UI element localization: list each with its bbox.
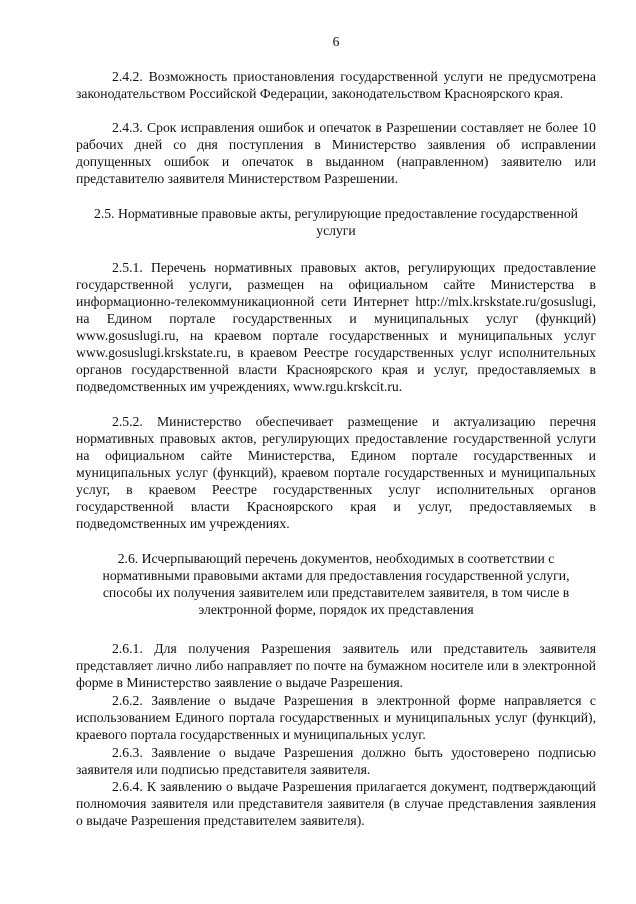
paragraph-2-5-2: 2.5.2. Министерство обеспечивает размещение и актуализацию перечня нормативных правовых актов, регулирующих предоставление государственной услуги на официальном сайте Министерства, Едином портале государственных и муниципальных услуг (функций), краевом портале государственных и муниципальных услуг, в краевом Реестре государственных услуг исполнительных органов государственной власти Красноярского края и услуг, предоставляемых в подведомственных им учреждениях. [76,414,596,532]
section-heading-2-5: 2.5. Нормативные правовые акты, регулирующие предоставление государственной услуги [94,206,578,239]
paragraph-2-6-1: 2.6.1. Для получения Разрешения заявитель или представитель заявителя представляет лично либо направляет по почте на бумажном носителе или в электронной форме в Министерство заявление о выдаче Разрешения. [76,641,596,691]
paragraph-2-5-1: 2.5.1. Перечень нормативных правовых актов, регулирующих предоставление государственной услуги, размещен на официальном сайте Министерства в информационно-телекоммуникационной сети Интернет http://mlx.krskstate.ru/gosuslugi, на Едином портале государственных и муниципальных услуг (функций) www.gosuslugi.ru, на краевом портале государственных и муниципальных услуг www.gosuslugi.krskstate.ru, в краевом Реестре государственных услуг исполнительных органов государственной власти Красноярского края и услуг, предоставляемых в подведомственных им учреждениях, www.rgu.krskcit.ru. [76,260,596,395]
paragraph-2-4-2: 2.4.2. Возможность приостановления государственной услуги не предусмотрена законодательством Российской Федерации, законодательством Красноярского края. [76,69,596,102]
page-number: 6 [332,34,340,49]
section-heading-2-6: 2.6. Исчерпывающий перечень документов, необходимых в соответствии с нормативными правовыми актами для предоставления государственной услуги, способы их получения заявителем или представителем заявителя, в том числе в электронной форме, порядок их представления [102,551,570,618]
document-page [76,0,596,904]
paragraph-2-6-4: 2.6.4. К заявлению о выдаче Разрешения прилагается документ, подтверждающий полномочия заявителя или представителя заявителя (в случае представления заявления о выдаче Разрешения представителем заявителя). [76,779,596,829]
paragraph-2-6-3: 2.6.3. Заявление о выдаче Разрешения должно быть удостоверено подписью заявителя или подписью представителя заявителя. [76,745,596,778]
paragraph-2-4-3: 2.4.3. Срок исправления ошибок и опечаток в Разрешении составляет не более 10 рабочих дней со дня поступления в Министерство заявления об исправлении допущенных ошибок и опечаток в выданном (направленном) заявителю или представителю заявителя Министерством Разрешении. [76,120,596,187]
paragraph-2-6-2: 2.6.2. Заявление о выдаче Разрешения в электронной форме направляется с использованием Единого портала государственных и муниципальных услуг (функций), краевого портала государственных и муниципальных услуг. [76,693,596,743]
